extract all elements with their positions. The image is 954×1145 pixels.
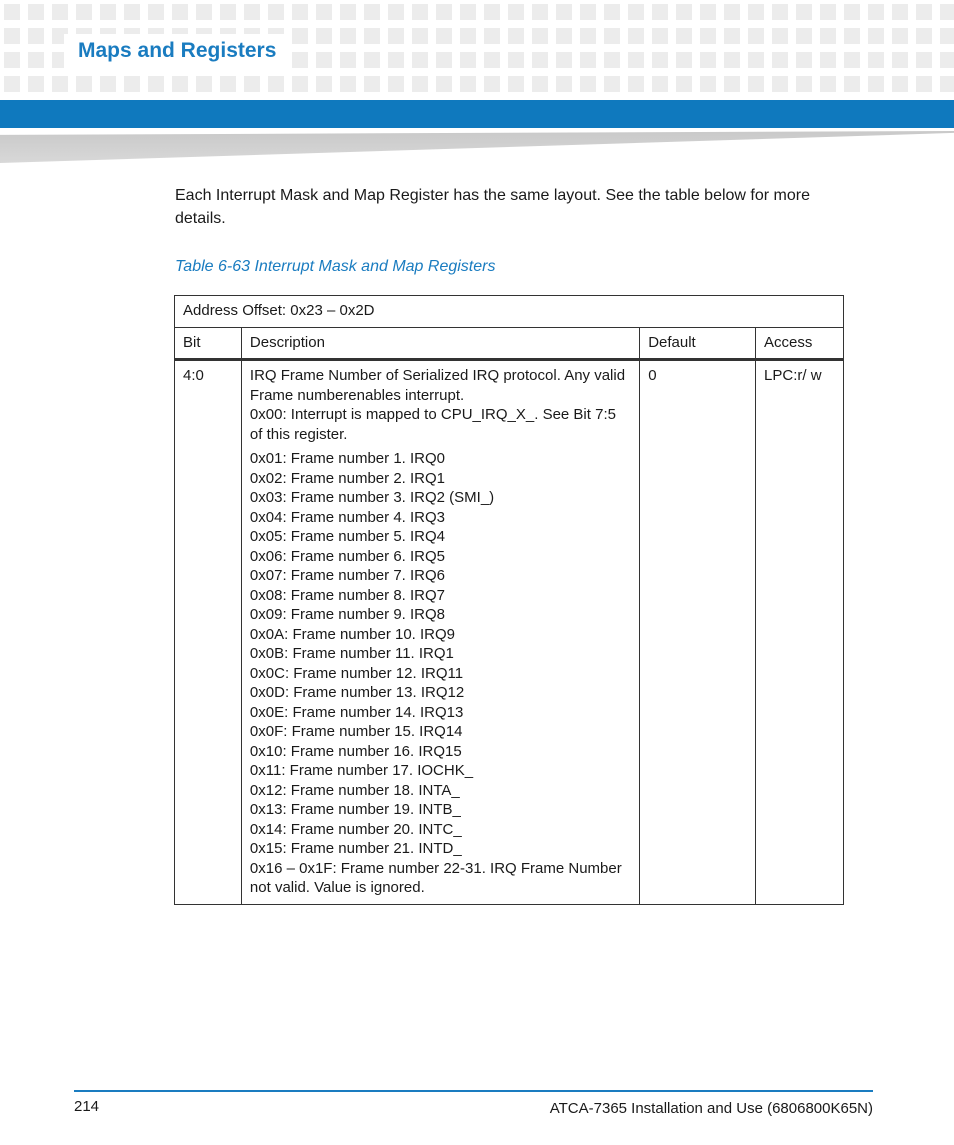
frame-number-line: 0x0D: Frame number 13. IRQ12 (249, 684, 465, 701)
access-cell: LPC:r/ w (756, 360, 844, 905)
frame-number-line: 0x10: Frame number 16. IRQ15 (249, 742, 462, 760)
register-table (174, 295, 844, 905)
frame-number-line: 0x09: Frame number 9. IRQ8 (249, 606, 446, 623)
frame-number-line: 0x05: Frame number 5. IRQ4 (249, 528, 446, 545)
frame-number-line: 0x12: Frame number 18. INTA_ (249, 781, 460, 799)
column-header-bit: Bit (175, 327, 242, 360)
frame-number-line: 0x03: Frame number 3. IRQ2 (SMI_) (249, 489, 495, 506)
frame-number-line: 0x11: Frame number 17. IOCHK_ (249, 762, 474, 779)
table-header-row (175, 327, 844, 360)
intro-paragraph: Each Interrupt Mask and Map Register has the same layout. See the table below for more details. (175, 187, 810, 227)
frame-number-line: 0x13: Frame number 19. INTB_ (249, 801, 461, 818)
frame-number-line: 0x02: Frame number 2. IRQ1 (249, 469, 446, 487)
default-cell: 0 (640, 360, 756, 905)
page-number: 214 (74, 1098, 100, 1115)
bit-cell: 4:0 (175, 360, 242, 905)
description-line: IRQ Frame Number of Serialized IRQ protocol. Any valid Frame numberenables interrupt. (249, 367, 626, 404)
frame-number-line: 0x08: Frame number 8. IRQ7 (249, 586, 446, 604)
frame-number-line: 0x0A: Frame number 10. IRQ9 (249, 625, 456, 643)
frame-number-line: 0x0B: Frame number 11. IRQ1 (249, 645, 454, 662)
frame-number-line: 0x0C: Frame number 12. IRQ11 (249, 664, 464, 682)
document-title: ATCA-7365 Installation and Use (6806800K65N) (549, 1100, 873, 1117)
description-cell (241, 360, 639, 905)
frame-number-line: 0x04: Frame number 4. IRQ3 (249, 508, 446, 526)
footer-rule (74, 1090, 873, 1092)
column-header-description: Description (241, 327, 639, 360)
header-blue-band (0, 100, 954, 128)
frame-number-line: 0x07: Frame number 7. IRQ6 (249, 567, 446, 584)
column-header-default: Default (640, 327, 756, 360)
address-offset-cell: Address Offset: 0x23 – 0x2D (175, 296, 844, 328)
frame-number-line: 0x0E: Frame number 14. IRQ13 (249, 703, 464, 721)
frame-number-line: 0x16 – 0x1F: Frame number 22-31. IRQ Frame Number not valid. Value is ignored. (249, 859, 622, 896)
frame-number-line: 0x06: Frame number 6. IRQ5 (249, 547, 446, 565)
column-header-access: Access (756, 327, 844, 360)
frame-number-line: 0x0F: Frame number 15. IRQ14 (249, 723, 463, 740)
table-row (175, 360, 844, 905)
page-title: Maps and Registers (78, 39, 277, 62)
frame-number-list (250, 449, 631, 898)
table-caption: Table 6-63 Interrupt Mask and Map Registers (175, 258, 496, 275)
frame-number-line: 0x01: Frame number 1. IRQ0 (249, 450, 446, 467)
frame-number-line: 0x15: Frame number 21. INTD_ (249, 840, 462, 857)
description-line: 0x00: Interrupt is mapped to CPU_IRQ_X_. See Bit 7:5 of this register. (249, 406, 616, 443)
frame-number-line: 0x14: Frame number 20. INTC_ (249, 820, 462, 838)
header-gray-wedge (0, 131, 954, 163)
address-offset-row (175, 296, 844, 328)
